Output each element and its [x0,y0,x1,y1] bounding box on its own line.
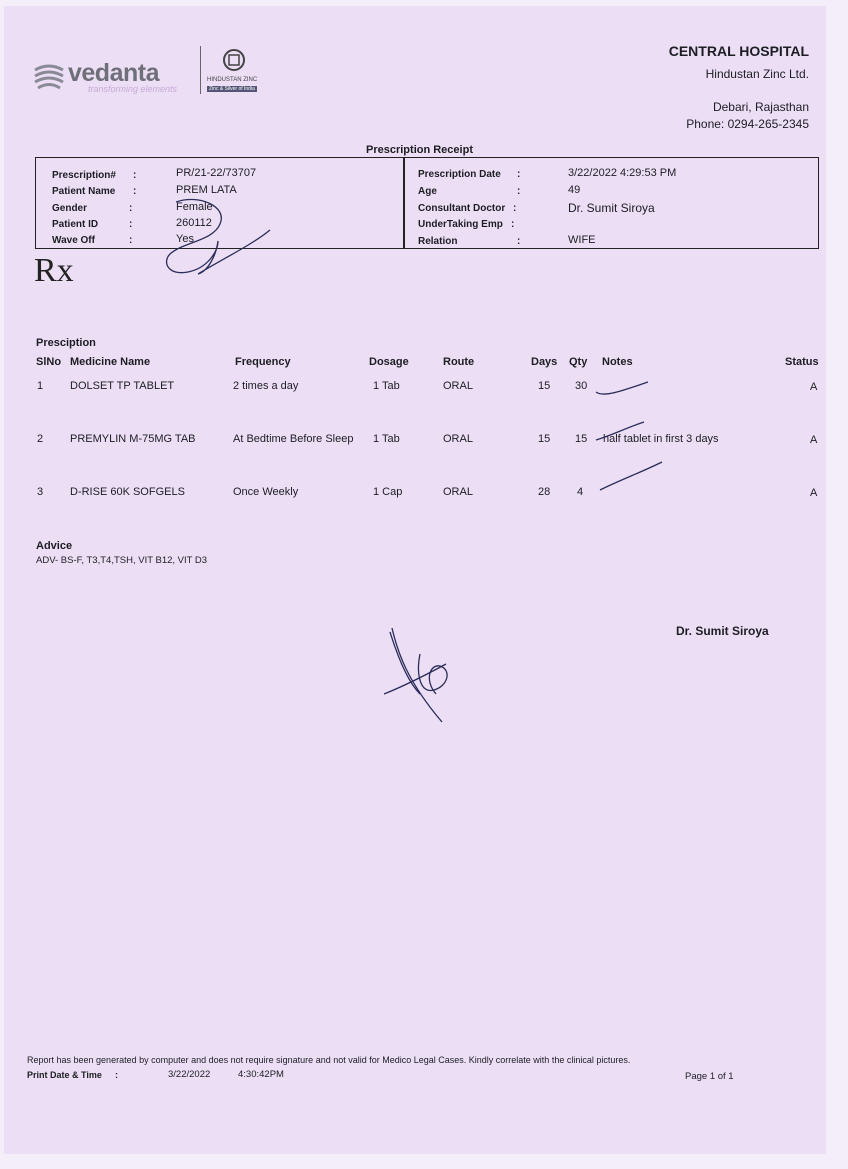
row-route: ORAL [443,380,473,392]
hospital-phone: Phone: 0294-265-2345 [686,117,809,131]
logo-divider [200,46,201,94]
col-frequency: Frequency [235,356,291,368]
row-frequency: At Bedtime Before Sleep [233,433,354,445]
patient-name-label: Patient Name [52,186,116,197]
vedanta-swirl-icon [32,58,66,92]
rx-symbol: Rx [34,252,74,289]
patient-id-value: 260112 [176,217,212,229]
gender-value: Female [176,201,213,213]
row-medicine: PREMYLIN M-75MG TAB [70,433,196,445]
wave-off-sep: : [129,235,133,246]
page-number: Page 1 of 1 [685,1071,734,1082]
patient-name-value: PREM LATA [176,184,237,196]
row-days: 15 [538,433,551,445]
col-notes: Notes [602,356,633,368]
consultant-doctor-sep: : [513,203,517,214]
prescription-number-label: Prescription# [52,170,116,181]
advice-label: Advice [36,540,73,552]
col-dosage: Dosage [369,356,409,368]
row-medicine: DOLSET TP TABLET [70,380,175,392]
prescription-date-value: 3/22/2022 4:29:53 PM [568,167,677,179]
hindustan-zinc-sub: Zinc & Silver of India [209,86,255,92]
row-slno: 3 [37,486,44,498]
vedanta-tagline: transforming elements [88,84,178,94]
row-route: ORAL [443,486,473,498]
prescription-date-sep: : [517,169,521,180]
row-frequency: Once Weekly [233,486,299,498]
age-label: Age [418,186,437,197]
age-value: 49 [568,184,581,196]
gender-sep: : [129,203,133,214]
patient-id-label: Patient ID [52,219,99,230]
prescription-number-value: PR/21-22/73707 [176,167,257,179]
print-date-sep: : [115,1070,118,1080]
age-sep: : [517,186,521,197]
row-qty: 15 [575,433,588,445]
receipt-title: Prescription Receipt [366,144,473,156]
prescription-section-label: Presciption [36,337,96,349]
wave-off-label: Wave Off [52,235,95,246]
row-dosage: 1 Cap [373,486,403,498]
row-status: A [810,381,818,393]
row-dosage: 1 Tab [373,433,400,445]
row-days: 15 [538,380,551,392]
prescription-date-label: Prescription Date [418,169,501,180]
row-slno: 1 [37,380,44,392]
col-qty: Qty [569,356,588,368]
undertaking-emp-label: UnderTaking Emp [418,219,503,230]
print-date-value: 3/22/2022 [168,1069,211,1080]
advice-text: ADV- BS-F, T3,T4,TSH, VIT B12, VIT D3 [36,555,208,566]
row-qty: 30 [575,380,588,392]
patient-info-divider [403,158,405,249]
relation-label: Relation [418,236,458,247]
row-notes: half tablet in first 3 days [603,433,719,445]
row-status: A [810,434,818,446]
print-time-value: 4:30:42PM [238,1069,284,1080]
row-frequency: 2 times a day [233,380,299,392]
col-days: Days [531,356,558,368]
hospital-address: Debari, Rajasthan [712,100,809,114]
consultant-doctor-value: Dr. Sumit Siroya [568,201,655,215]
patient-id-sep: : [129,219,133,230]
hindustan-zinc-label: HINDUSTAN ZINC [207,77,258,83]
row-route: ORAL [443,433,473,445]
gender-label: Gender [52,203,88,214]
doctor-name-signature: Dr. Sumit Siroya [676,624,769,638]
wave-off-value: Yes [176,233,194,245]
col-slno: SlNo [36,356,62,368]
consultant-doctor-label: Consultant Doctor [418,203,506,214]
row-qty: 4 [577,486,584,498]
row-medicine: D-RISE 60K SOFGELS [70,486,185,498]
print-date-label: Print Date & Time [27,1070,102,1080]
col-route: Route [443,356,475,368]
hindustan-zinc-emblem-icon [222,47,246,73]
row-dosage: 1 Tab [373,380,400,392]
vedanta-wordmark: vedanta [68,59,159,87]
hospital-name: CENTRAL HOSPITAL [668,43,809,59]
footer-disclaimer: Report has been generated by computer and does not require signature and not valid for Medico Legal Cases. Kindly correlate with the clinical pictures. [27,1055,631,1065]
company-name: Hindustan Zinc Ltd. [705,67,809,81]
row-slno: 2 [37,433,44,445]
patient-name-sep: : [133,186,137,197]
undertaking-emp-sep: : [511,219,515,230]
row-days: 28 [538,486,551,498]
relation-value: WIFE [568,234,596,246]
relation-sep: : [517,236,521,247]
col-medicine: Medicine Name [70,356,151,368]
row-status: A [810,487,818,499]
col-status: Status [785,356,819,368]
prescription-number-sep: : [133,170,137,181]
